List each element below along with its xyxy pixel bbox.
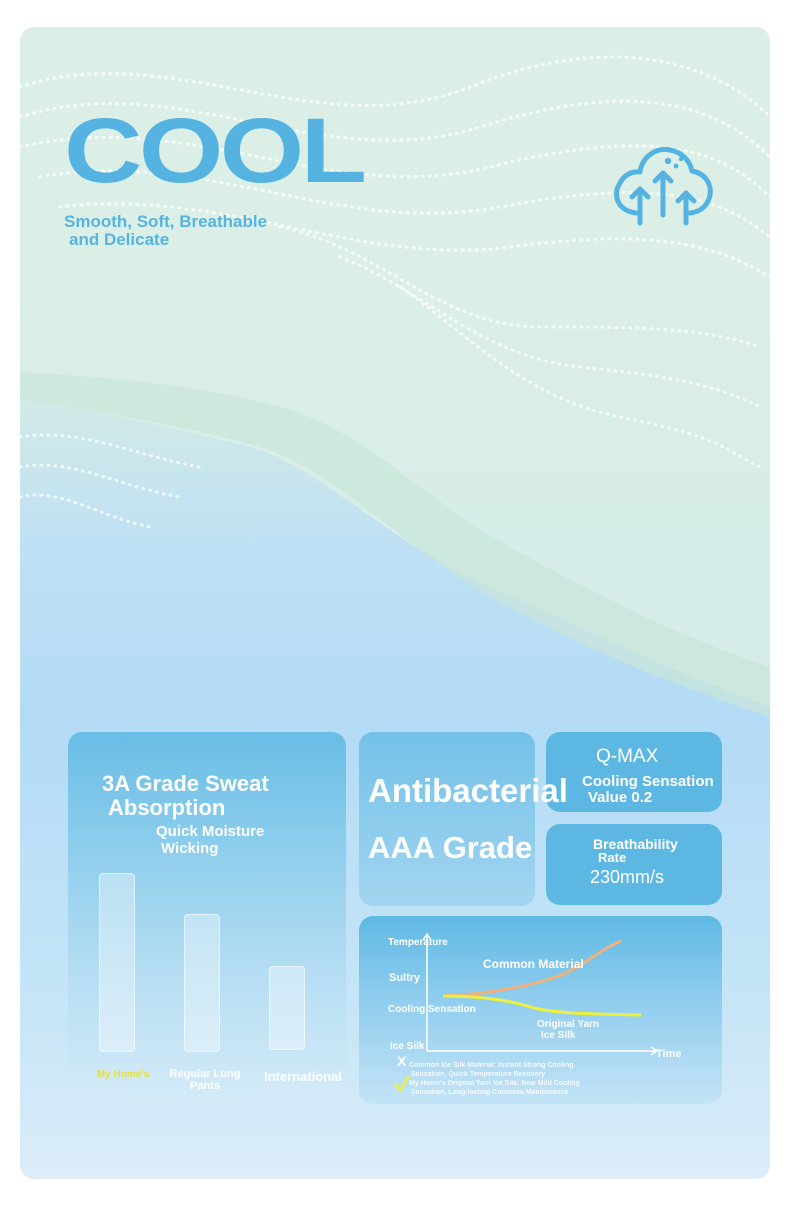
sweat-sub-line-1: Quick Moisture	[156, 823, 265, 840]
bar-label-regular-long-pants-1: Regular Long	[169, 1068, 241, 1080]
y-axis-label: Temperature	[388, 937, 448, 948]
qmax-value: Value 0.2	[588, 789, 653, 806]
breathability-rate-label: Rate	[598, 850, 627, 865]
level-ice-silk: Ice Silk	[390, 1041, 425, 1052]
sweat-sub-line-2: Wicking	[161, 840, 219, 857]
legend-x-mark: X	[397, 1053, 407, 1069]
bar-label-my-home: My Home's	[96, 1069, 150, 1080]
breathability-card	[546, 824, 722, 905]
level-sultry: Sultry	[389, 972, 421, 984]
subtitle-line-1: Smooth, Soft, Breathable	[64, 212, 268, 231]
legend-1-line-2: Sensation, Quick Temperature Recovery	[411, 1071, 546, 1078]
sweat-heading-line-2: Absorption	[108, 795, 226, 820]
qmax-title: Q-MAX	[596, 746, 659, 767]
sweat-absorption-card	[68, 732, 346, 1104]
qmax-cooling-label: Cooling Sensation	[582, 773, 714, 790]
level-cooling-sensation: Cooling Sensation	[388, 1004, 476, 1015]
poster	[20, 27, 770, 1179]
antibacterial-card	[359, 732, 535, 906]
breathability-value: 230mm/s	[590, 867, 665, 887]
bar-label-international: International	[264, 1069, 343, 1084]
cloud-upload-arrows-icon	[610, 135, 716, 235]
cooling-curve-card	[359, 916, 722, 1104]
breathability-label: Breathability	[593, 836, 678, 852]
aaa-grade-label: AAA Grade	[368, 830, 533, 865]
original-yarn-label-1: Original Yarn	[537, 1019, 600, 1030]
bar-regular-long-pants	[184, 914, 220, 1052]
cool-title: COOL	[64, 100, 364, 202]
bar-my-home	[99, 873, 135, 1052]
bar-label-regular-long-pants-2: Pants	[190, 1080, 220, 1092]
x-axis-label: Time	[656, 1048, 682, 1060]
original-yarn-label-2: Ice Silk	[541, 1030, 576, 1041]
bar-international	[269, 966, 305, 1050]
legend-2-line-2: Sensation, Long-lasting Coolness Maintenance	[411, 1089, 569, 1096]
antibacterial-label: Antibacterial	[368, 772, 568, 809]
qmax-card	[546, 732, 722, 812]
subtitle-line-2: and Delicate	[69, 230, 170, 249]
legend-check-icon	[395, 1076, 409, 1090]
sweat-heading-line-1: 3A Grade Sweat	[102, 771, 269, 796]
common-material-label: Common Material	[483, 957, 584, 971]
legend-1-line-1: Common Ice Silk Material: Instant Strong Cooling	[409, 1062, 574, 1069]
legend-2-line-1: My Home's Original Yarn Ice Silk: New Mild Cooling	[409, 1080, 580, 1087]
subtitle	[64, 213, 267, 249]
